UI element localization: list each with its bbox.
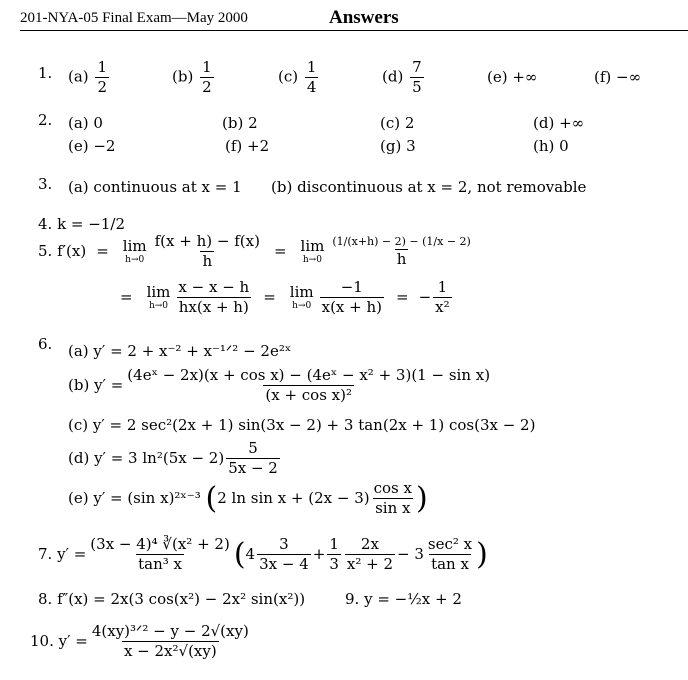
q5-line-2: = lim h→0 $\frac{x - x - h}{hx(x + h)}$ = lim h→0 $\frac{-1}{x(x + h)}$ = − $\frac{1}{\text{x²}}$ bbox=[120, 278, 450, 316]
page-title: Answers bbox=[329, 7, 399, 28]
header-rule bbox=[20, 30, 688, 31]
q1-number: 1. bbox=[38, 64, 53, 82]
q6-b: (b) y′ = $\frac{\text{(4eˣ − 2x)(x + cos x) − (4eˣ − x² + 3)(1 − sin x)}}{\text{(x + cos x)²}}$ bbox=[68, 366, 491, 404]
q1-f: (f) −∞ bbox=[594, 68, 642, 86]
q1-e: (e) +∞ bbox=[487, 68, 538, 86]
q1-d: (d) $\frac{7}{5}$ bbox=[382, 58, 422, 96]
q2-h: (h) 0 bbox=[533, 137, 569, 155]
q10-answer: 10. y′ = $\frac{\text{4(xy)³ᐟ² − y − 2√(xy)}}{\text{x − 2x²√(xy)}}$ bbox=[30, 622, 249, 660]
q2-f: (f) +2 bbox=[225, 137, 270, 155]
q2-g: (g) 3 bbox=[380, 137, 416, 155]
q2-c: (c) 2 bbox=[380, 114, 415, 132]
q4-answer: 4. k = −1/2 bbox=[38, 215, 125, 233]
q2-d: (d) +∞ bbox=[533, 114, 585, 132]
q5-line-1: 5. f′(x) = lim h→0 $\frac{f(x + h) - f(x)}{h}$ = lim h→0 $\frac{(1/(x+h) - 2) - (1/x - 2)}{h}$ bbox=[38, 232, 471, 270]
q2-e: (e) −2 bbox=[68, 137, 116, 155]
q2-b: (b) 2 bbox=[222, 114, 258, 132]
q2-a: (a) 0 bbox=[68, 114, 103, 132]
q7-answer: 7. y′ = $\frac{\text{(3x − 4)⁴ ∛(x² + 2)}}{\text{tan³ x}}$ ( 4 $\frac{3}{3x - 4}$ + $\frac{1}{3}$ $\frac{2x}{\text{x² + 2}}$ − 3 $\frac{\text{sec² x}}{\text{tan x}}$ ) bbox=[38, 535, 488, 573]
q6-number: 6. bbox=[38, 335, 53, 353]
q6-d: (d) y′ = 3 ln²(5x − 2) $\frac{5}{5x - 2}$ bbox=[68, 439, 278, 477]
q8-answer: 8. f″(x) = 2x(3 cos(x²) − 2x² sin(x²)) bbox=[38, 590, 306, 608]
q3-a: (a) continuous at x = 1 bbox=[68, 178, 242, 196]
q1-a: (a) $\frac{1}{2}$ bbox=[68, 58, 107, 96]
q6-a: (a) y′ = 2 + x⁻² + x⁻¹ᐟ² − 2e²ˣ bbox=[68, 342, 292, 360]
q1-c: (c) $\frac{1}{4}$ bbox=[278, 58, 317, 96]
q3-number: 3. bbox=[38, 175, 53, 193]
q2-number: 2. bbox=[38, 111, 53, 129]
q6-c: (c) y′ = 2 sec²(2x + 1) sin(3x − 2) + 3 tan(2x + 1) cos(3x − 2) bbox=[68, 416, 536, 434]
q1-b: (b) $\frac{1}{2}$ bbox=[172, 58, 212, 96]
q3-b: (b) discontinuous at x = 2, not removable bbox=[271, 178, 587, 196]
q6-e: (e) y′ = (sin x)²ˣ⁻³ ( 2 ln sin x + (2x − 3) $\frac{\text{cos x}}{\text{sin x}}$ ) bbox=[68, 479, 428, 517]
q9-answer: 9. y = −½x + 2 bbox=[345, 590, 462, 608]
course-header: 201-NYA-05 Final Exam—May 2000 bbox=[20, 10, 248, 26]
